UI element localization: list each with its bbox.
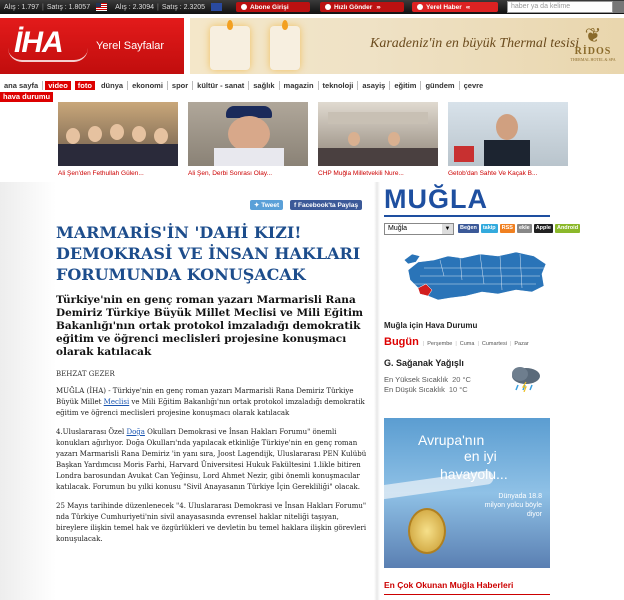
ad-text: Karadeniz'in en büyük Thermal tesisi — [370, 36, 580, 51]
photo-strip — [58, 102, 578, 182]
thumb-caption: Ali Şen, Derbi Sonrası Olay... — [188, 170, 273, 177]
nav-item-economy[interactable]: ekonomi — [128, 81, 168, 90]
tab-friday[interactable]: Cuma — [459, 341, 475, 347]
ridos-mark-icon: ❦ — [584, 25, 602, 47]
thumb-caption: CHP Muğla Milletvekili Nure... — [318, 170, 404, 177]
send-icon — [325, 4, 331, 10]
nav-item-video[interactable]: video — [45, 81, 71, 90]
city-select-value: Muğla — [388, 225, 408, 232]
tab-saturday[interactable]: Cumartesi — [481, 341, 507, 347]
nav-item-sports[interactable]: spor — [168, 81, 193, 90]
article-body — [56, 386, 368, 545]
news-thumb[interactable] — [188, 102, 308, 177]
eur-rate: Alış : 2.3094 | Satış : 2.3205 — [115, 3, 222, 11]
eur-buy-value: 2.3094 — [132, 3, 155, 11]
quick-send-label: Hızlı Gönder — [334, 3, 373, 11]
site-logo[interactable] — [0, 18, 184, 74]
follow-button[interactable]: takip — [482, 225, 496, 231]
thumb-image — [318, 102, 438, 166]
flame-icon — [282, 20, 288, 30]
news-icon — [417, 4, 423, 10]
news-thumb[interactable] — [448, 102, 568, 177]
turkey-map[interactable] — [400, 240, 550, 310]
article-paragraph — [56, 386, 368, 419]
award-badge-icon — [408, 508, 446, 554]
ad-subline: Dünyada 18.8 milyon yolcu böyle diyor — [484, 493, 542, 518]
rain-cloud-icon — [508, 364, 544, 392]
logo-brand: İHA — [14, 26, 63, 59]
title-underline — [384, 215, 550, 217]
search-input[interactable]: haber ya da kelime — [507, 1, 613, 13]
usd-rate: Alış : 1.797 | Satış : 1.8057 — [4, 3, 107, 11]
temperature-block — [384, 375, 471, 395]
left-gutter — [0, 182, 56, 600]
tab-today[interactable]: Bugün — [384, 336, 419, 348]
ridos-logo — [568, 26, 618, 62]
nav-item-foto[interactable]: foto — [75, 81, 95, 90]
local-news-button[interactable] — [412, 2, 498, 12]
weather-title: Muğla için Hava Durumu — [384, 321, 478, 330]
logo-subtitle: Yerel Sayfalar — [96, 40, 165, 52]
tweet-label: Tweet — [261, 201, 280, 209]
buy-label: Alış — [4, 3, 16, 11]
article — [56, 222, 368, 545]
chevron-left-icon: ‹‹‹ — [465, 3, 470, 11]
sell-label: Satış — [161, 3, 178, 11]
logo-swoosh-icon — [8, 48, 88, 62]
search-icon[interactable] — [613, 1, 624, 13]
header — [0, 14, 624, 74]
subscribe-label: Abone Girişi — [250, 3, 289, 11]
chevron-down-icon: ▼ — [442, 224, 453, 234]
nav-item-education[interactable]: eğitim — [390, 81, 421, 90]
ad-line: Avrupa'nın — [418, 432, 485, 448]
candle-image — [210, 26, 250, 70]
tab-thursday[interactable]: Perşembe — [427, 341, 453, 347]
add-button[interactable]: ekle — [518, 225, 530, 231]
usd-buy-value: 1.797 — [21, 3, 40, 11]
social-links — [458, 224, 580, 233]
weather-day-tabs: Bugün | Perşembe | Cuma | Cumartesi | Pazar — [384, 336, 529, 348]
android-button[interactable]: Android — [556, 225, 579, 231]
thumb-caption: Ali Şen'den Fethullah Gülen... — [58, 170, 144, 177]
facebook-share-label: Facebook'ta Paylaş — [297, 201, 359, 209]
twitter-icon: ✦ — [254, 202, 260, 209]
column-divider — [374, 182, 380, 600]
thumb-image — [58, 102, 178, 166]
paragraph-text: ve Mili Eğitim Bakanlığı'nın ortak protokol imzaladığı demokratik eğitim ve öğrenci meclisleri projesine konuşmacı olarak katılacak — [56, 398, 365, 417]
ridos-subname: THERMAL HOTEL & SPA — [570, 57, 616, 62]
tab-sunday[interactable]: Pazar — [514, 341, 529, 347]
article-summary: Türkiye'nin en genç roman yazarı Marmarisli Rana Demiriz Türkiye Büyük Millet Meclisi ve Mili Eğitim Bakanlığı'nın ortak protokol imzaladığı demokratik eğitim ve öğrenci meclisleri projesine konuşmacı olarak katılacak — [56, 294, 364, 358]
local-news-label: Yerel Haber — [426, 3, 462, 11]
candle-image — [270, 26, 300, 70]
advertisement-banner[interactable] — [190, 18, 624, 74]
city-title: MUĞLA — [384, 184, 488, 214]
city-select[interactable] — [384, 223, 454, 235]
paragraph-text: Okulları Demokrasi ve İnsan Hakları Forumu" önemli konukları ağırlıyor. Doğa Okulları'nda yapılacak etkinliğe Türkiye'nin en genç roman yazarı Marmarisli Rana Demiriz 'in yanı sıra, Joost Lagendijk, Uluslararası PEN Kulübü Başkan Yardımcısı Moris Farhi, Harvard Üniversitesi Hukuk Fakültesini 1.likle bitiren Londra barosundan Avukat Can Yeğinsu, Lord Ahmet Nezir, gibi önemli konuşmacılar katılacak. Forumun bu yılki konusu "Sivil Anayasanın Türkiye İçin Gerekliliği" olacak. — [56, 428, 367, 491]
news-thumb[interactable] — [318, 102, 438, 177]
low-label: En Düşük Sıcaklık — [384, 385, 445, 394]
high-label: En Yüksek Sıcaklık — [384, 375, 449, 384]
forecast-text: G. Sağanak Yağışlı — [384, 358, 464, 368]
meclisi-link[interactable]: Meclisi — [103, 398, 130, 406]
paragraph-text: 4.Uluslararası Özel — [56, 428, 127, 436]
facebook-share-button[interactable] — [290, 200, 362, 210]
buy-label: Alış — [115, 3, 127, 11]
facebook-icon: f — [294, 201, 297, 209]
us-flag-icon — [96, 3, 107, 11]
article-author: BEHZAT GEZER — [56, 370, 115, 378]
thumb-caption: Getob'dan Sahte Ve Kaçak B... — [448, 170, 538, 177]
news-thumb[interactable] — [58, 102, 178, 177]
ad-line: havayolu... — [440, 466, 508, 482]
user-icon — [241, 4, 247, 10]
rss-button[interactable]: RSS — [501, 225, 513, 231]
nav-item-home[interactable]: ana sayfa — [0, 81, 43, 90]
eur-sell-value: 2.3205 — [183, 3, 206, 11]
like-button[interactable]: Beğen — [460, 225, 477, 231]
ad-line: en iyi — [464, 448, 497, 464]
usd-sell-value: 1.8057 — [68, 3, 91, 11]
subscribe-button[interactable] — [236, 2, 310, 12]
main-nav — [0, 78, 624, 92]
nav-item-agenda[interactable]: gündem — [421, 81, 459, 90]
apple-button[interactable]: Apple — [535, 225, 551, 231]
airline-ad-banner[interactable] — [384, 418, 550, 568]
nav-item-technology[interactable]: teknoloji — [319, 81, 359, 90]
heading-underline — [384, 594, 550, 595]
high-value: 20 °C — [452, 375, 471, 384]
chevron-right-icon: ››› — [376, 3, 380, 11]
nav-item-culture[interactable]: kültür - sanat — [193, 81, 249, 90]
nav-item-weather[interactable]: hava durumu — [0, 92, 53, 102]
quick-send-button[interactable] — [320, 2, 404, 12]
eu-flag-icon — [211, 3, 222, 11]
article-paragraph: 25 Mayıs tarihinde düzenlenecek "4. Uluslararası Demokrasi ve İnsan Hakları Forumu" nda Türkiye Cumhuriyeti'nin sivil anayasasında evrensel haklar niteliği taşıyan, bireylere ilişkin temel hak ve özgürlükleri ve devletin bu temel haklara ilişkin görevleri konuşulacak. — [56, 502, 367, 543]
article-paragraph — [56, 427, 368, 493]
doga-link[interactable]: Doğa — [126, 428, 145, 436]
tweet-button[interactable] — [250, 200, 283, 210]
flame-icon — [227, 20, 233, 30]
ridos-name: RİDOS — [574, 46, 612, 57]
nav-item-security[interactable]: asayiş — [358, 81, 390, 90]
low-value: 10 °C — [448, 385, 468, 394]
nav-item-environment[interactable]: çevre — [463, 80, 484, 90]
thumb-image — [188, 102, 308, 166]
paragraph-text: MUĞLA (İHA) - Türkiye'nin en genç roman yazarı Marmarisli Rana Demiriz Türkiye Büyük Millet — [56, 387, 354, 406]
nav-item-world[interactable]: dünya — [97, 81, 128, 90]
article-headline: MARMARİS'İN 'DAHİ KIZI! DEMOKRASİ VE İNSAN HAKLARI FORUMUNDA KONUŞACAK — [56, 223, 361, 284]
sell-label: Satış — [46, 3, 63, 11]
thumb-image — [448, 102, 568, 166]
popular-news-heading: En Çok Okunan Muğla Haberleri — [384, 580, 514, 590]
nav-item-health[interactable]: sağlık — [249, 81, 279, 90]
nav-item-magazine[interactable]: magazin — [280, 81, 319, 90]
